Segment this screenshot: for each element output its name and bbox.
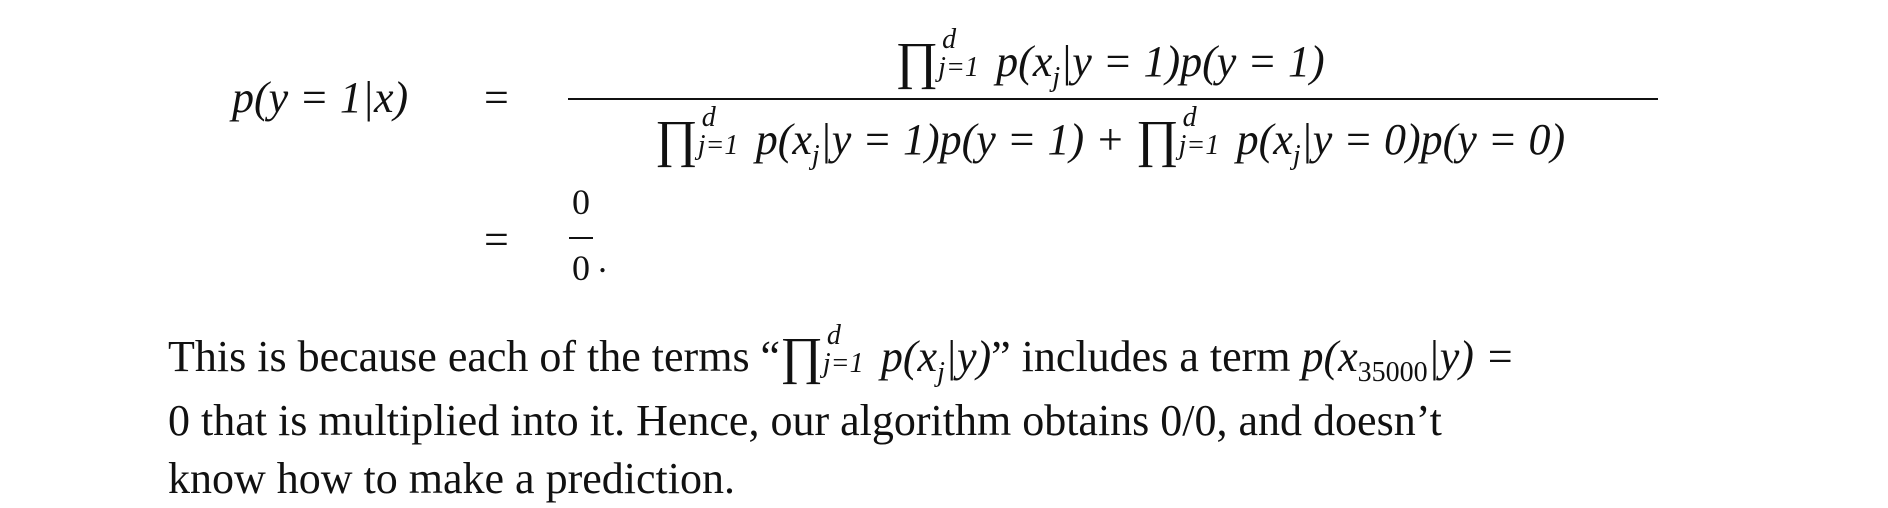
equation-lhs: p(y = 1|x)	[232, 73, 409, 122]
fraction-numerator: ∏ d j=1 $p(x_j|y = 1)p(y = 1)$	[895, 24, 1325, 93]
zero-fraction-bar	[569, 237, 593, 239]
period: .	[598, 240, 607, 280]
equals-sign-1: =	[484, 73, 509, 122]
paragraph-line-3: know how to make a prediction.	[168, 454, 735, 503]
paragraph-line-1: This is because each of the terms “∏ d j=1 $p(x_j|y)$” includes a term $p(x_{35000}|y)$ =	[168, 320, 1515, 388]
product-symbol: ∏	[654, 111, 698, 168]
body-paragraph	[168, 320, 1728, 508]
product-symbol: ∏	[780, 328, 823, 385]
zero-over-zero-fraction	[566, 182, 606, 292]
paragraph-line-2: 0 that is multiplied into it. Hence, our algorithm obtains 0/0, and doesn’t	[168, 396, 1442, 445]
zero-denominator: 0	[572, 248, 590, 288]
fraction-bar	[568, 98, 1658, 100]
product-symbol: ∏	[1135, 111, 1179, 168]
zero-numerator: 0	[572, 182, 590, 222]
fraction-denominator: ∏ d j=1 $p(x_j|y = 1)p(y = 1)$ + ∏ d j=1 $p(x_j|y = 0)p(y = 0)$	[654, 102, 1566, 171]
product-symbol: ∏	[895, 33, 939, 90]
equals-sign-2: =	[484, 215, 509, 264]
